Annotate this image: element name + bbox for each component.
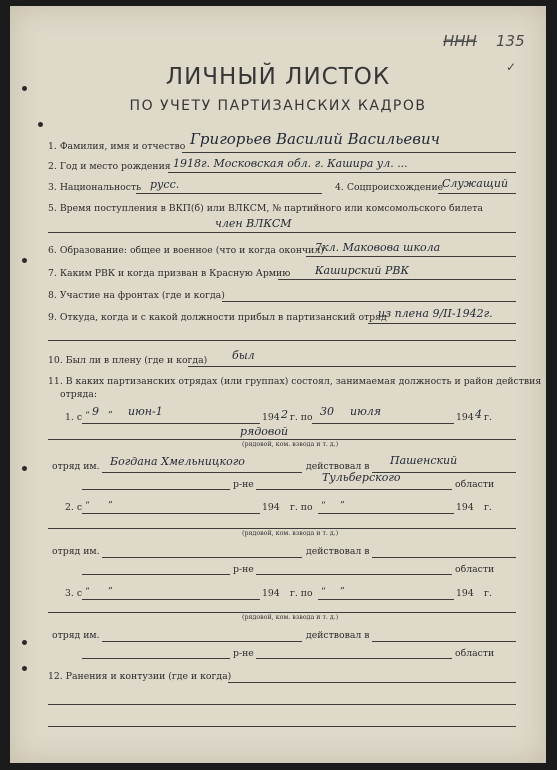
- label-detachment: отряд им.: [52, 546, 100, 557]
- entry-2-number: 2. с: [65, 502, 83, 513]
- page-title: ЛИЧНЫЙ ЛИСТОК: [165, 64, 391, 90]
- answer-line: [222, 301, 516, 302]
- field-label-11: 11. В каких партизанских отрядах (или группах) состоял, занимаемая должность и район действия: [48, 376, 542, 387]
- label-region: области: [455, 479, 495, 490]
- quote-mark: ”: [108, 586, 113, 597]
- label-detachment: отряд им.: [52, 461, 100, 472]
- answer-line: [256, 489, 452, 490]
- entry-1-role: рядовой: [240, 425, 289, 438]
- label-acted-in: действовал в: [306, 546, 370, 557]
- year-prefix: 194: [456, 502, 474, 513]
- answer-line: [372, 641, 516, 642]
- label-district: р-не: [233, 648, 254, 659]
- field-label-6: 6. Образование: общее и военное (что и когда окончил): [48, 245, 324, 256]
- entry-1-acted-in: Пашенский: [390, 454, 458, 467]
- answer-9: из плена 9/II-1942г.: [378, 307, 493, 320]
- answer-line: [48, 726, 516, 727]
- label-acted-in: действовал в: [306, 461, 370, 472]
- answer-line: [82, 658, 230, 659]
- quote-mark: “: [85, 410, 90, 421]
- answer-6: 7кл. Маковова школа: [315, 241, 441, 254]
- quote-mark: “: [85, 500, 90, 511]
- answer-line: [256, 658, 452, 659]
- entry-1-number: 1. с: [65, 412, 83, 423]
- pencil-mark: ННН: [443, 32, 477, 50]
- label-region: области: [455, 648, 495, 659]
- punch-hole: [22, 666, 27, 671]
- year-prefix: 194: [262, 588, 280, 599]
- answer-line: [82, 489, 230, 490]
- punch-hole: [22, 640, 27, 645]
- answer-line: [256, 574, 452, 575]
- label-g-po: г. по: [290, 588, 313, 599]
- field-label-4: 4. Соцпроисхождение: [335, 182, 444, 193]
- label-district: р-не: [233, 564, 254, 575]
- label-detachment: отряд им.: [52, 630, 100, 641]
- answer-7: Каширский РВК: [315, 264, 410, 277]
- entry-1-year-from: 2: [281, 408, 288, 421]
- year-prefix: 194: [262, 502, 280, 513]
- answer-line: [48, 612, 516, 613]
- answer-line: [48, 340, 516, 341]
- answer-line: [48, 232, 516, 233]
- role-hint: (рядовой, ком. взвода и т. д.): [242, 441, 339, 448]
- year-prefix: 194: [456, 588, 474, 599]
- answer-line: [82, 574, 230, 575]
- entry-1-month-from: июн-1: [128, 405, 163, 418]
- label-g: г.: [484, 588, 492, 599]
- answer-line: [82, 513, 260, 514]
- field-label-2: 2. Год и место рождения: [48, 161, 171, 172]
- answer-4: Служащий: [442, 177, 509, 190]
- answer-line: [102, 641, 302, 642]
- document-sheet: [10, 6, 546, 763]
- answer-line: [102, 557, 302, 558]
- entry-3-number: 3. с: [65, 588, 83, 599]
- answer-line: [48, 439, 516, 440]
- entry-1-district: Тульберского: [322, 471, 401, 484]
- answer-line: [318, 599, 454, 600]
- quote-mark: “: [321, 500, 326, 511]
- answer-line: [48, 528, 516, 529]
- pencil-number: 135: [496, 32, 525, 50]
- answer-line: [278, 279, 516, 280]
- field-label-1: 1. Фамилия, имя и отчество: [48, 141, 186, 152]
- punch-hole: [38, 122, 43, 127]
- answer-line: [228, 682, 516, 683]
- answer-5: член ВЛКСМ: [215, 217, 292, 230]
- quote-mark: ”: [108, 500, 113, 511]
- label-g-po: г. по: [290, 412, 313, 423]
- field-label-10: 10. Был ли в плену (где и когда): [48, 355, 208, 366]
- entry-1-month-to: июля: [350, 405, 382, 418]
- pencil-tick: ✓: [506, 60, 517, 74]
- answer-line: [82, 423, 260, 424]
- role-hint: (рядовой, ком. взвода и т. д.): [242, 530, 339, 537]
- quote-mark: ”: [108, 410, 113, 421]
- quote-mark: ”: [340, 500, 345, 511]
- answer-line: [372, 557, 516, 558]
- answer-line: [318, 513, 454, 514]
- answer-1: Григорьев Василий Васильевич: [190, 130, 440, 148]
- answer-line: [82, 599, 260, 600]
- entry-1-day-to: 30: [320, 405, 334, 418]
- label-district: р-не: [233, 479, 254, 490]
- field-label-9: 9. Откуда, когда и с какой должности прибыл в партизанский отряд: [48, 312, 387, 323]
- year-prefix: 194: [262, 412, 280, 423]
- answer-line: [102, 472, 302, 473]
- answer-line: [182, 152, 516, 153]
- label-region: области: [455, 564, 495, 575]
- quote-mark: ”: [340, 586, 345, 597]
- year-prefix: 194: [456, 412, 474, 423]
- label-g: г.: [484, 502, 492, 513]
- page-subtitle: ПО УЧЕТУ ПАРТИЗАНСКИХ КАДРОВ: [129, 98, 427, 114]
- label-g: г.: [484, 412, 492, 423]
- answer-line: [438, 193, 516, 194]
- answer-line: [168, 172, 516, 173]
- field-label-5: 5. Время поступления в ВКП(б) или ВЛКСМ, № партийного или комсомольского билета: [48, 203, 483, 214]
- entry-1-detachment: Богдана Хмельницкого: [110, 455, 245, 468]
- label-acted-in: действовал в: [306, 630, 370, 641]
- field-label-3: 3. Национальность: [48, 182, 142, 193]
- field-label-7: 7. Каким РВК и когда призван в Красную Армию: [48, 268, 291, 279]
- answer-3: русс.: [150, 178, 180, 191]
- answer-2: 1918г. Московская обл. г. Кашира ул. ...: [173, 157, 408, 170]
- answer-line: [312, 423, 454, 424]
- punch-hole: [22, 466, 27, 471]
- answer-line: [188, 366, 516, 367]
- field-label-8: 8. Участие на фронтах (где и когда): [48, 290, 225, 301]
- answer-line: [48, 704, 516, 705]
- answer-10: был: [232, 349, 255, 362]
- entry-1-day-from: 9: [92, 405, 99, 418]
- quote-mark: “: [321, 586, 326, 597]
- answer-line: [368, 323, 516, 324]
- role-hint: (рядовой, ком. взвода и т. д.): [242, 614, 339, 621]
- field-label-11-cont: отряда:: [60, 389, 97, 400]
- quote-mark: “: [85, 586, 90, 597]
- answer-line: [136, 193, 322, 194]
- entry-1-year-to: 4: [475, 408, 482, 421]
- label-g-po: г. по: [290, 502, 313, 513]
- punch-hole: [22, 258, 27, 263]
- answer-line: [306, 256, 516, 257]
- field-label-12: 12. Ранения и контузии (где и когда): [48, 671, 232, 682]
